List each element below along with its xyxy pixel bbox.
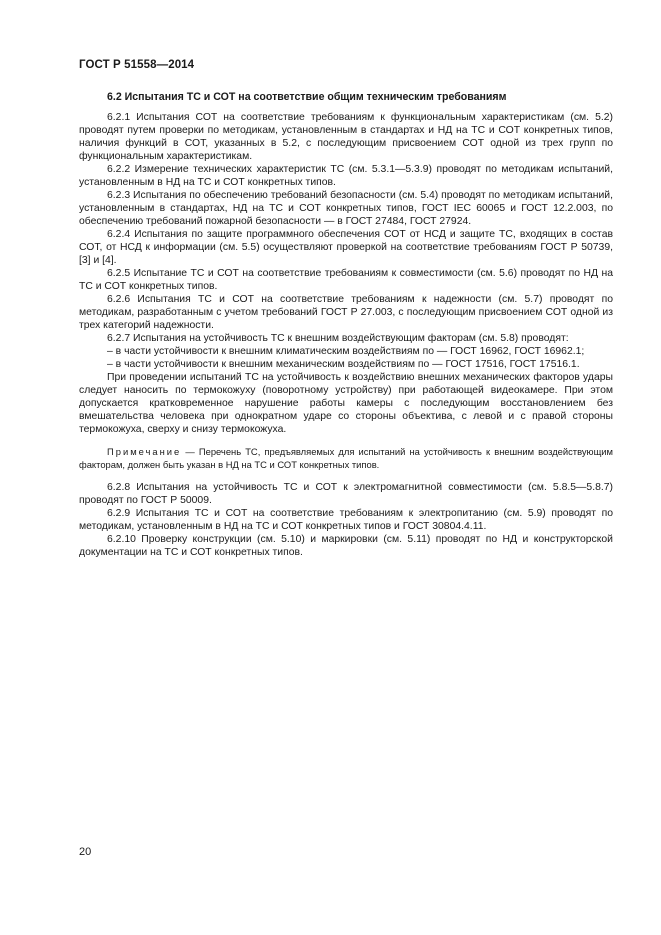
paragraph-6-2-1: 6.2.1 Испытания СОТ на соответствие требованиям к функциональным характеристикам (см. 5.2) проводят путем проверки по методикам, установленным в стандартах и НД на ТС и СОТ конкретных типов, наличия функций в СОТ, указанных в 5.2, с последующим присвоением СОТ одной из трех групп по функциональным характеристикам. bbox=[79, 112, 613, 162]
paragraph-6-2-4: 6.2.4 Испытания по защите программного обеспечения СОТ от НСД и защите ТС, входящих в состав СОТ, от НСД к информации (см. 5.5) осуществляют проверкой на соответствие требованиям ГОСТ Р 50739, [3] и [4]. bbox=[79, 229, 613, 266]
section-title: 6.2 Испытания ТС и СОТ на соответствие общим техническим требованиям bbox=[107, 91, 507, 103]
paragraph-6-2-6: 6.2.6 Испытания ТС и СОТ на соответствие требованиям к надежности (см. 5.7) проводят по методикам, разработанным с учетом требований ГОСТ Р 27.003, с последующим присвоением СОТ одной из трех категорий надежности. bbox=[79, 294, 613, 331]
note-label: Примечание bbox=[107, 446, 182, 457]
document-body bbox=[79, 111, 613, 559]
paragraph-6-2-5: 6.2.5 Испытание ТС и СОТ на соответствие требованиям к совместимости (см. 5.6) проводят по НД на ТС и СОТ конкретных типов. bbox=[79, 268, 613, 292]
note-text: — Перечень ТС, предъявляемых для испытаний на устойчивость к внешним воздействующим факторам, должен быть указан в НД на ТС и СОТ конкретных типов. bbox=[79, 446, 613, 470]
list-item-mechanical: – в части устойчивости к внешним механическим воздействиям по — ГОСТ 17516, ГОСТ 17516.1. bbox=[107, 359, 580, 370]
paragraph-mechanical-impact: При проведении испытаний ТС на устойчивость к воздействию внешних механических факторов удары следует наносить по термокожуху (поворотному устройству) при работающей видеокамере. При этом допускается кратковременное нарушение работы камеры с последующим восстановлением без вмешательства человека при однократном ударе со стороны объектива, с левой и с правой стороны термокожуха, сверху и снизу термокожуха. bbox=[79, 372, 613, 435]
note bbox=[79, 446, 613, 471]
paragraph-6-2-8: 6.2.8 Испытания на устойчивость ТС и СОТ к электромагнитной совместимости (см. 5.8.5—5.8.7) проводят по ГОСТ Р 50009. bbox=[79, 482, 613, 506]
paragraph-6-2-10: 6.2.10 Проверку конструкции (см. 5.10) и маркировки (см. 5.11) проводят по НД и конструкторской документации на ТС и СОТ конкретных типов. bbox=[79, 534, 613, 558]
list-item-climatic: – в части устойчивости к внешним климатическим воздействиям по — ГОСТ 16962, ГОСТ 16962.1; bbox=[107, 346, 585, 357]
paragraph-6-2-7: 6.2.7 Испытания на устойчивость ТС к внешним воздействующим факторам (см. 5.8) проводят: bbox=[107, 333, 569, 344]
paragraph-6-2-2: 6.2.2 Измерение технических характеристик ТС (см. 5.3.1—5.3.9) проводят по методикам испытаний, установленным в НД на ТС и СОТ конкретных типов. bbox=[79, 164, 613, 188]
paragraph-6-2-9: 6.2.9 Испытания ТС и СОТ на соответствие требованиям к электропитанию (см. 5.9) проводят по методикам, установленным в НД на ТС и СОТ конкретных типов и ГОСТ 30804.4.11. bbox=[79, 508, 613, 532]
paragraph-6-2-3: 6.2.3 Испытания по обеспечению требований безопасности (см. 5.4) проводят по методикам испытаний, установленным в стандартах, НД на ТС и СОТ конкретных типов, ГОСТ IEC 60065 и ГОСТ 12.2.003, по обеспечению требований пожарной безопасности — в ГОСТ 27484, ГОСТ 27924. bbox=[79, 190, 613, 227]
document-header: ГОСТ Р 51558—2014 bbox=[79, 59, 195, 71]
page-number: 20 bbox=[79, 846, 92, 858]
